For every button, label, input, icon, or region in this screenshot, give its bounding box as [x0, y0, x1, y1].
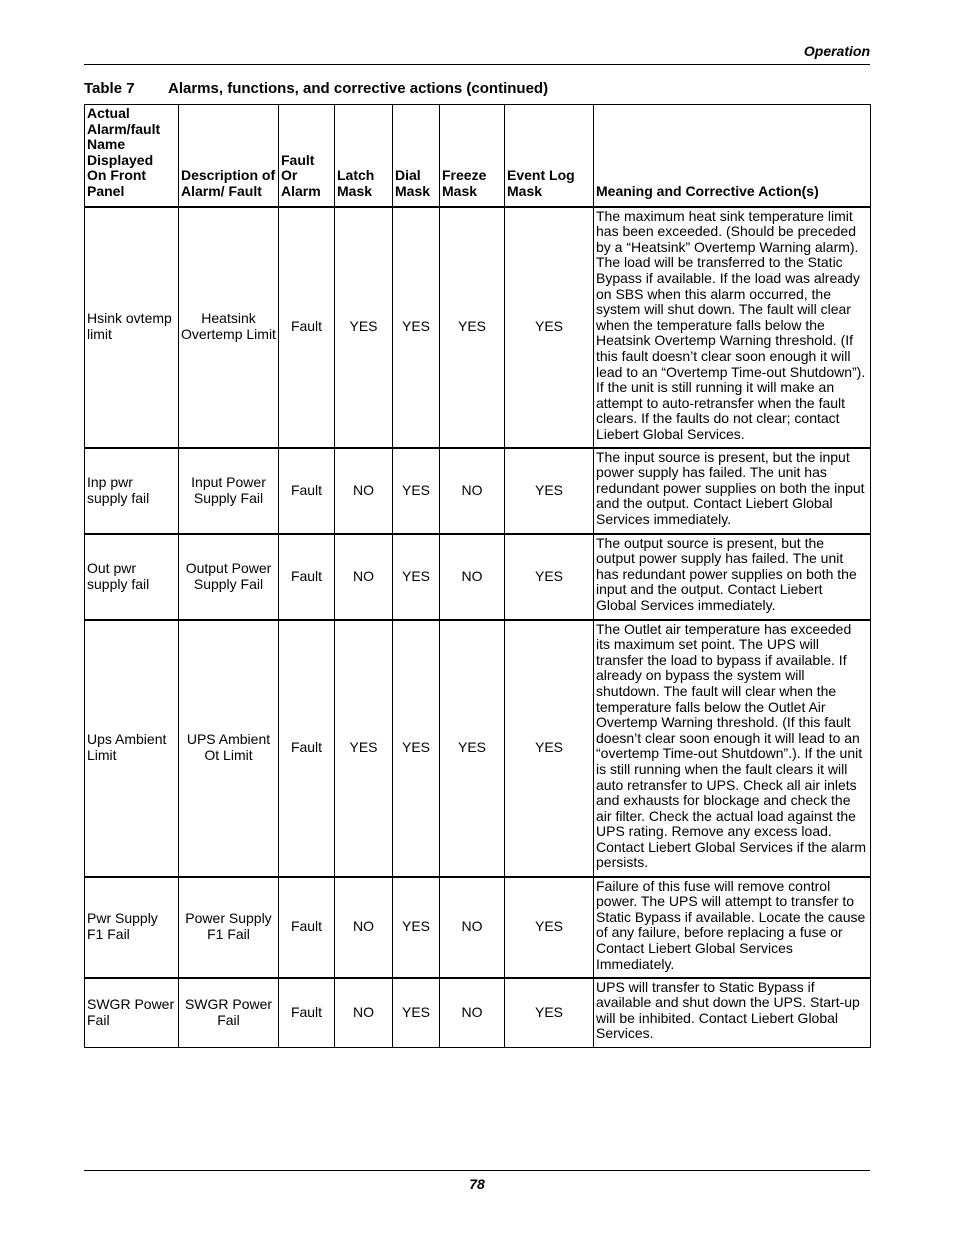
dial-mask-cell: YES [393, 448, 440, 534]
meaning-cell: The input source is present, but the input power supply has failed. The unit has redundant power supplies on both the input and the output. Contact Liebert Global Services immediately. [594, 448, 871, 534]
latch-mask-cell: NO [335, 877, 393, 978]
alarm-description-cell: Output Power Supply Fail [179, 534, 279, 620]
event-log-mask-cell: YES [505, 877, 594, 978]
dial-mask-cell: YES [393, 534, 440, 620]
freeze-mask-cell: YES [440, 620, 505, 877]
dial-mask-cell: YES [393, 877, 440, 978]
event-log-mask-cell: YES [505, 620, 594, 877]
column-header-fault-or-alarm: Fault Or Alarm [279, 105, 335, 207]
dial-mask-cell: YES [393, 207, 440, 448]
table-row [85, 534, 871, 620]
alarm-description-cell: Power Supply F1 Fail [179, 877, 279, 978]
alarm-name-cell: Hsink ovtemp limit [85, 207, 179, 448]
table-caption [84, 80, 548, 97]
table-row [85, 877, 871, 978]
alarm-description-cell: UPS Ambient Ot Limit [179, 620, 279, 877]
event-log-mask-cell: YES [505, 207, 594, 448]
latch-mask-cell: NO [335, 534, 393, 620]
alarm-name-cell: Out pwr supply fail [85, 534, 179, 620]
alarm-description-cell: Heatsink Overtemp Limit [179, 207, 279, 448]
section-header: Operation [803, 43, 870, 59]
alarm-name-cell: SWGR Power Fail [85, 978, 179, 1048]
latch-mask-cell: NO [335, 978, 393, 1048]
latch-mask-cell: NO [335, 448, 393, 534]
column-header-event-log-mask: Event Log Mask [505, 105, 594, 207]
alarms-table [84, 104, 871, 1048]
meaning-cell: Failure of this fuse will remove control power. The UPS will attempt to transfer to Static Bypass if available. Locate the cause of any failure, before replacing a fuse or Contact Liebert Global Services Immediately. [594, 877, 871, 978]
fault-or-alarm-cell: Fault [279, 620, 335, 877]
event-log-mask-cell: YES [505, 534, 594, 620]
column-header-description: Description of Alarm/ Fault [179, 105, 279, 207]
meaning-cell: The maximum heat sink temperature limit has been exceeded. (Should be preceded by a “Heatsink” Overtemp Warning alarm). The load will be transferred to the Static Bypass if available. If the load was already on SBS when this alarm occurred, the system will shut down. The fault will clear when the temperature falls below the Heatsink Overtemp Warning threshold. (If this fault doesn’t clear soon enough it will lead to an “Overtemp Time-out Shutdown”). If the unit is still running it will make an attempt to auto-retransfer when the fault clears. If the faults do not clear; contact Liebert Global Services. [594, 207, 871, 448]
freeze-mask-cell: YES [440, 207, 505, 448]
table-header-row [85, 105, 871, 207]
table-row [85, 448, 871, 534]
dial-mask-cell: YES [393, 978, 440, 1048]
column-header-latch-mask: Latch Mask [335, 105, 393, 207]
freeze-mask-cell: NO [440, 877, 505, 978]
fault-or-alarm-cell: Fault [279, 448, 335, 534]
alarm-description-cell: Input Power Supply Fail [179, 448, 279, 534]
alarm-description-cell: SWGR Power Fail [179, 978, 279, 1048]
table-row [85, 978, 871, 1048]
alarm-name-cell: Ups Ambient Limit [85, 620, 179, 877]
column-header-meaning: Meaning and Corrective Action(s) [594, 105, 871, 207]
fault-or-alarm-cell: Fault [279, 978, 335, 1048]
freeze-mask-cell: NO [440, 978, 505, 1048]
dial-mask-cell: YES [393, 620, 440, 877]
latch-mask-cell: YES [335, 620, 393, 877]
event-log-mask-cell: YES [505, 978, 594, 1048]
event-log-mask-cell: YES [505, 448, 594, 534]
table-number: Table 7 [84, 80, 135, 97]
fault-or-alarm-cell: Fault [279, 534, 335, 620]
alarm-name-cell: Inp pwr supply fail [85, 448, 179, 534]
footer-divider [84, 1170, 870, 1171]
table-title: Alarms, functions, and corrective actions (continued) [168, 80, 549, 97]
meaning-cell: The Outlet air temperature has exceeded its maximum set point. The UPS will transfer the load to bypass if available. If already on bypass the system will shutdown. The fault will clear when the temperature falls below the Outlet Air Overtemp Warning threshold. (If this fault doesn’t clear soon enough it will lead to an “overtemp Time-out Shutdown”.). If the unit is still running when the fault clears it will auto retransfer to UPS. Check all air inlets and exhausts for blockage and check the air filter. Check the actual load against the UPS rating. Remove any excess load. Contact Liebert Global Services if the alarm persists. [594, 620, 871, 877]
page-number: 78 [469, 1176, 485, 1192]
latch-mask-cell: YES [335, 207, 393, 448]
fault-or-alarm-cell: Fault [279, 877, 335, 978]
table-row [85, 207, 871, 448]
column-header-name: Actual Alarm/fault Name Displayed On Front Panel [85, 105, 179, 207]
fault-or-alarm-cell: Fault [279, 207, 335, 448]
header-divider [84, 64, 870, 65]
freeze-mask-cell: NO [440, 534, 505, 620]
freeze-mask-cell: NO [440, 448, 505, 534]
alarm-name-cell: Pwr Supply F1 Fail [85, 877, 179, 978]
meaning-cell: UPS will transfer to Static Bypass if available and shut down the UPS. Start-up will be inhibited. Contact Liebert Global Services. [594, 978, 871, 1048]
column-header-freeze-mask: Freeze Mask [440, 105, 505, 207]
meaning-cell: The output source is present, but the output power supply has failed. The unit has redundant power supplies on both the input and the output. Contact Liebert Global Services immediately. [594, 534, 871, 620]
column-header-dial-mask: Dial Mask [393, 105, 440, 207]
table-row [85, 620, 871, 877]
